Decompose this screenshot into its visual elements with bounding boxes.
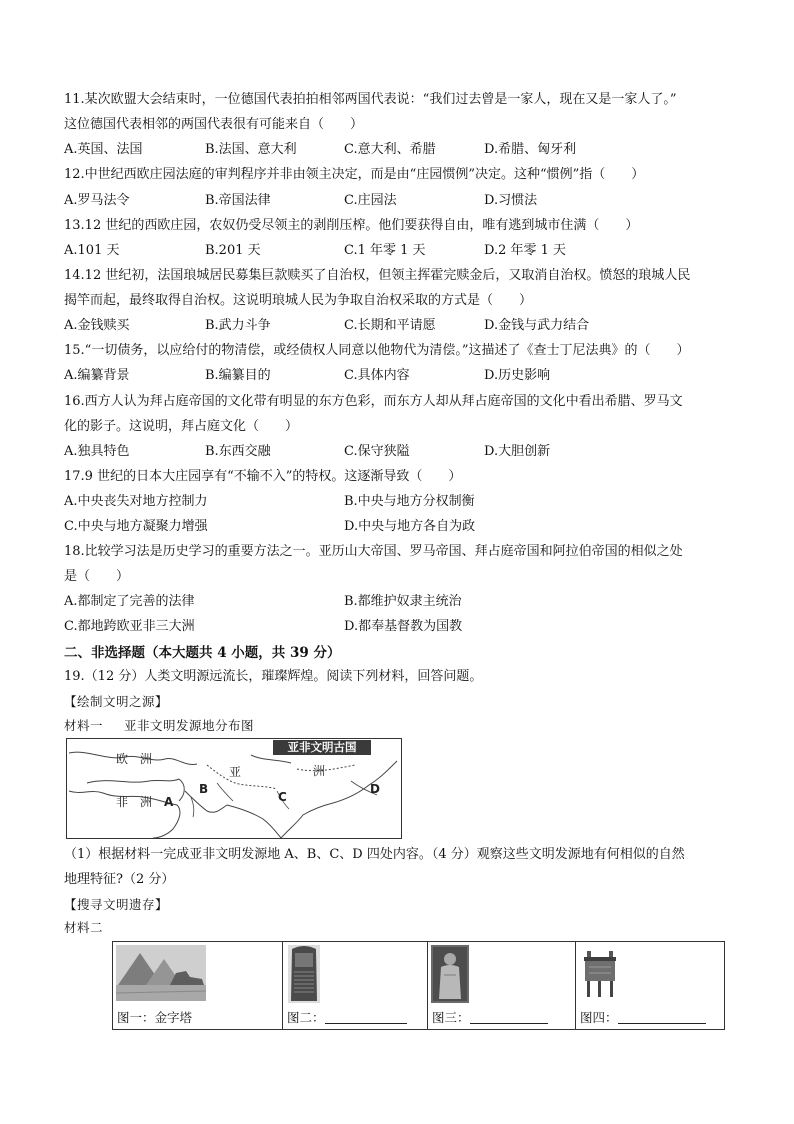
bronze-ding-photo-icon <box>579 945 621 1001</box>
part-2-title: 【搜寻文明遗存】 <box>64 897 169 912</box>
option-d: D.希腊、匈牙利 <box>484 142 577 157</box>
figure-2-caption <box>287 1010 407 1025</box>
question-11-options <box>64 142 744 158</box>
option-a: A.编纂背景 <box>64 368 130 383</box>
question-13-options <box>64 243 744 259</box>
option-d: D.中央与地方各自为政 <box>344 519 476 534</box>
question-11-stem-line-1: 11.某次欧盟大会结束时，一位德国代表拍拍相邻两国代表说：“我们过去曾是一家人，现在又是一家人了。” <box>64 92 677 107</box>
option-b: B.东西交融 <box>205 444 271 459</box>
figure-4-label: 图四： <box>580 1010 618 1025</box>
option-d: D.大胆创新 <box>484 444 551 459</box>
option-b: B.201 天 <box>205 243 261 258</box>
option-a: A.中央丧失对地方控制力 <box>64 494 208 509</box>
question-16-stem-line-1: 16.西方人认为拜占庭帝国的文化带有明显的东方色彩，而东方人却从拜占庭帝国的文化中看出希腊、罗马文 <box>64 394 683 409</box>
code-stele-photo-icon <box>288 945 320 1003</box>
figure-1-cell <box>113 942 283 1030</box>
map-label-asia-1: 亚 <box>229 765 242 779</box>
asia-africa-civilization-map <box>66 738 402 839</box>
figure-4-cell <box>576 942 725 1030</box>
option-d: D.都奉基督教为国教 <box>344 619 463 634</box>
option-a: A.罗马法令 <box>64 193 130 208</box>
map-label-europe: 欧 洲 <box>116 752 153 766</box>
figure-2-cell <box>283 942 428 1030</box>
option-b: B.法国、意大利 <box>205 142 297 157</box>
figure-4-blank <box>618 1011 706 1024</box>
option-c: C.保守狭隘 <box>344 444 410 459</box>
question-17-stem-line-1: 17.9 世纪的日本大庄园享有“不输不入”的特权。这逐渐导致（ ） <box>64 469 462 484</box>
option-c: C.具体内容 <box>344 368 410 383</box>
pyramid-sphinx-photo-icon <box>116 945 206 1001</box>
question-18-stem-line-2: 是（ ） <box>64 569 130 584</box>
question-18-options-row-2 <box>64 619 744 635</box>
map-letter-a: A <box>164 795 174 809</box>
figure-3-cell <box>428 942 576 1030</box>
option-a: A.都制定了完善的法律 <box>64 594 195 609</box>
option-b: B.编纂目的 <box>205 368 271 383</box>
question-17-options-row-1 <box>64 494 744 510</box>
option-a: A.101 天 <box>64 243 120 258</box>
figure-2-label: 图二： <box>287 1010 325 1025</box>
map-letter-b: B <box>199 782 209 796</box>
question-19-intro: 19.（12 分）人类文明源远流长，璀璨辉煌。阅读下列材料，回答问题。 <box>64 669 483 684</box>
material-1-label: 材料一 亚非文明发源地分布图 <box>64 718 255 733</box>
option-c: C.都地跨欧亚非三大洲 <box>64 619 195 634</box>
map-title: 亚非文明古国 <box>273 740 371 755</box>
option-c: C.1 年零 1 天 <box>344 243 426 258</box>
option-c: C.意大利、希腊 <box>344 142 436 157</box>
option-d: D.金钱与武力结合 <box>484 318 590 333</box>
question-15-stem-line-1: 15.“一切债务，以应给付的物清偿，或经债权人同意以他物代为清偿。”这描述了《查士丁尼法典》的（ ） <box>64 343 690 358</box>
option-b: B.武力斗争 <box>205 318 271 333</box>
option-b: B.帝国法律 <box>205 193 271 208</box>
question-14-options <box>64 318 744 334</box>
option-d: D.历史影响 <box>484 368 551 383</box>
figure-3-caption <box>432 1010 548 1025</box>
material-2-label: 材料二 <box>64 920 104 935</box>
option-d: D.2 年零 1 天 <box>484 243 567 258</box>
question-1-line-1: （1）根据材料一完成亚非文明发源地 A、B、C、D 四处内容。（4 分）观察这些文明发源地有何相似的自然 <box>64 847 685 862</box>
option-a: A.独具特色 <box>64 444 130 459</box>
figure-2-blank <box>325 1011 407 1024</box>
option-c: C.长期和平请愿 <box>344 318 436 333</box>
part-1-title: 【绘制文明之源】 <box>64 694 169 709</box>
section-heading: 二、非选择题（本大题共 4 小题，共 39 分） <box>64 645 341 661</box>
question-15-options <box>64 368 744 384</box>
figure-3-label: 图三： <box>432 1010 470 1025</box>
question-16-options <box>64 444 744 460</box>
option-c: C.中央与地方凝聚力增强 <box>64 519 208 534</box>
option-a: A.英国、法国 <box>64 142 143 157</box>
question-18-options-row-1 <box>64 594 744 610</box>
question-14-stem-line-2: 揭竿而起，最终取得自治权。这说明琅城人民为争取自治权采取的方式是（ ） <box>64 293 533 308</box>
figure-1-caption: 图一：金字塔 <box>117 1010 193 1025</box>
question-13-stem-line-1: 13.12 世纪的西欧庄园，农奴仍受尽领主的剥削压榨。他们要获得自由，唯有逃到城市住满（ ） <box>64 218 639 233</box>
question-14-stem-line-1: 14.12 世纪初，法国琅城居民募集巨款赎买了自治权，但领主挥霍完赎金后，又取消自治权。愤怒的琅城人民 <box>64 268 691 283</box>
map-letter-c: C <box>278 790 287 804</box>
figures-table <box>112 941 725 1030</box>
question-12-stem-line-1: 12.中世纪西欧庄园法庭的审判程序并非由领主决定，而是由“庄园惯例”决定。这种“惯例”指（ ） <box>64 167 645 182</box>
map-label-africa: 非 洲 <box>116 795 153 809</box>
option-b: B.都维护奴隶主统治 <box>344 594 462 609</box>
option-c: C.庄园法 <box>344 193 397 208</box>
map-label-asia-2: 洲 <box>313 764 326 778</box>
question-18-stem-line-1: 18.比较学习法是历史学习的重要方法之一。亚历山大帝国、罗马帝国、拜占庭帝国和阿拉伯帝国的相似之处 <box>64 544 683 559</box>
option-b: B.中央与地方分权制衡 <box>344 494 475 509</box>
buddha-statue-photo-icon <box>431 945 469 1003</box>
question-16-stem-line-2: 化的影子。这说明，拜占庭文化（ ） <box>64 419 299 434</box>
map-letter-d: D <box>370 782 380 796</box>
figure-4-caption <box>580 1010 706 1025</box>
question-11-stem-line-2: 这位德国代表相邻的两国代表很有可能来自（ ） <box>64 117 364 132</box>
option-d: D.习惯法 <box>484 193 538 208</box>
option-a: A.金钱赎买 <box>64 318 130 333</box>
figure-3-blank <box>470 1011 548 1024</box>
question-12-options <box>64 193 744 209</box>
question-1-line-2: 地理特征?（2 分） <box>64 872 175 887</box>
question-17-options-row-2 <box>64 519 744 535</box>
